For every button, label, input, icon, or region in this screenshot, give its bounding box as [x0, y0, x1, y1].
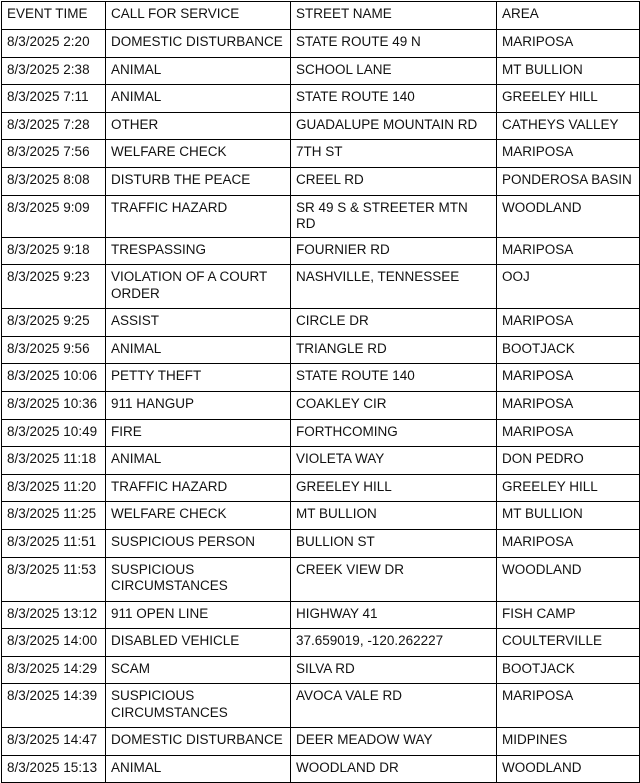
table-row [2, 336, 640, 364]
table-row [2, 30, 640, 58]
cell-event-time: 8/3/2025 7:11 [2, 85, 106, 113]
cell-area: GREELEY HILL [497, 474, 640, 502]
table-row [2, 601, 640, 629]
cell-street-name: STATE ROUTE 49 N [291, 30, 497, 58]
cell-call-for-service: ANIMAL [106, 336, 291, 364]
cell-call-for-service: ANIMAL [106, 57, 291, 85]
cell-call-for-service: DOMESTIC DISTURBANCE [106, 30, 291, 58]
cell-call-for-service: ANIMAL [106, 447, 291, 475]
table-row [2, 391, 640, 419]
table-row [2, 237, 640, 265]
cell-event-time: 8/3/2025 14:39 [2, 684, 106, 728]
cell-area: MARIPOSA [497, 30, 640, 58]
cell-event-time: 8/3/2025 14:47 [2, 728, 106, 756]
cell-event-time: 8/3/2025 11:25 [2, 502, 106, 530]
table-row [2, 85, 640, 113]
table-row [2, 755, 640, 783]
cell-call-for-service: TRAFFIC HAZARD [106, 474, 291, 502]
cell-street-name: CIRCLE DR [291, 309, 497, 337]
cell-call-for-service: SUSPICIOUS PERSON [106, 529, 291, 557]
cell-area: MT BULLION [497, 502, 640, 530]
cell-area: DON PEDRO [497, 447, 640, 475]
header-event-time: EVENT TIME [2, 2, 106, 30]
cell-area: MT BULLION [497, 57, 640, 85]
table-row [2, 57, 640, 85]
cell-event-time: 8/3/2025 2:38 [2, 57, 106, 85]
cell-area: MARIPOSA [497, 140, 640, 168]
cell-area: MARIPOSA [497, 529, 640, 557]
cell-street-name: MT BULLION [291, 502, 497, 530]
cell-event-time: 8/3/2025 14:29 [2, 656, 106, 684]
cell-area: GREELEY HILL [497, 85, 640, 113]
cell-area: BOOTJACK [497, 336, 640, 364]
cell-call-for-service: ANIMAL [106, 85, 291, 113]
table-row [2, 728, 640, 756]
table-body [2, 30, 640, 783]
cell-call-for-service: OTHER [106, 112, 291, 140]
cell-event-time: 8/3/2025 2:20 [2, 30, 106, 58]
header-street-name: STREET NAME [291, 2, 497, 30]
header-area: AREA [497, 2, 640, 30]
cell-area: COULTERVILLE [497, 629, 640, 657]
cell-street-name: BULLION ST [291, 529, 497, 557]
header-row [2, 2, 640, 30]
cell-street-name: GUADALUPE MOUNTAIN RD [291, 112, 497, 140]
cell-event-time: 8/3/2025 7:56 [2, 140, 106, 168]
cell-event-time: 8/3/2025 9:09 [2, 195, 106, 237]
cell-event-time: 8/3/2025 9:23 [2, 265, 106, 309]
table-row [2, 364, 640, 392]
cell-call-for-service: FIRE [106, 419, 291, 447]
cell-call-for-service: SUSPICIOUS CIRCUMSTANCES [106, 557, 291, 601]
cell-street-name: 37.659019, -120.262227 [291, 629, 497, 657]
cell-call-for-service: ANIMAL [106, 755, 291, 783]
table-header [2, 2, 640, 30]
cell-event-time: 8/3/2025 15:13 [2, 755, 106, 783]
cell-area: WOODLAND [497, 557, 640, 601]
cell-area: MARIPOSA [497, 419, 640, 447]
cell-event-time: 8/3/2025 11:20 [2, 474, 106, 502]
header-call-for-service: CALL FOR SERVICE [106, 2, 291, 30]
table-row [2, 529, 640, 557]
cell-street-name: TRIANGLE RD [291, 336, 497, 364]
cell-street-name: STATE ROUTE 140 [291, 85, 497, 113]
table-row [2, 502, 640, 530]
cell-call-for-service: WELFARE CHECK [106, 140, 291, 168]
table-row [2, 140, 640, 168]
cell-event-time: 8/3/2025 11:51 [2, 529, 106, 557]
cell-street-name: CREEK VIEW DR [291, 557, 497, 601]
table-row [2, 309, 640, 337]
cell-event-time: 8/3/2025 13:12 [2, 601, 106, 629]
cell-event-time: 8/3/2025 10:49 [2, 419, 106, 447]
table-row [2, 684, 640, 728]
cell-event-time: 8/3/2025 14:00 [2, 629, 106, 657]
cell-street-name: SCHOOL LANE [291, 57, 497, 85]
cell-street-name: SR 49 S & STREETER MTN RD [291, 195, 497, 237]
cell-call-for-service: TRESPASSING [106, 237, 291, 265]
cell-event-time: 8/3/2025 10:06 [2, 364, 106, 392]
table-row [2, 167, 640, 195]
cell-area: WOODLAND [497, 195, 640, 237]
cell-street-name: STATE ROUTE 140 [291, 364, 497, 392]
cell-area: OOJ [497, 265, 640, 309]
cell-call-for-service: DISABLED VEHICLE [106, 629, 291, 657]
table-row [2, 557, 640, 601]
cell-area: MARIPOSA [497, 364, 640, 392]
cell-street-name: HIGHWAY 41 [291, 601, 497, 629]
cell-area: MARIPOSA [497, 309, 640, 337]
cell-street-name: NASHVILLE, TENNESSEE [291, 265, 497, 309]
cell-call-for-service: 911 OPEN LINE [106, 601, 291, 629]
cell-event-time: 8/3/2025 8:08 [2, 167, 106, 195]
table-row [2, 656, 640, 684]
cell-call-for-service: TRAFFIC HAZARD [106, 195, 291, 237]
cell-street-name: COAKLEY CIR [291, 391, 497, 419]
cell-street-name: FOURNIER RD [291, 237, 497, 265]
cell-event-time: 8/3/2025 11:53 [2, 557, 106, 601]
cell-event-time: 8/3/2025 9:25 [2, 309, 106, 337]
cell-street-name: VIOLETA WAY [291, 447, 497, 475]
cell-event-time: 8/3/2025 9:18 [2, 237, 106, 265]
cell-call-for-service: 911 HANGUP [106, 391, 291, 419]
cell-area: FISH CAMP [497, 601, 640, 629]
table-row [2, 419, 640, 447]
cell-call-for-service: DOMESTIC DISTURBANCE [106, 728, 291, 756]
cell-event-time: 8/3/2025 7:28 [2, 112, 106, 140]
table-row [2, 474, 640, 502]
cell-call-for-service: ASSIST [106, 309, 291, 337]
cell-call-for-service: PETTY THEFT [106, 364, 291, 392]
table-row [2, 112, 640, 140]
cell-call-for-service: SCAM [106, 656, 291, 684]
cell-event-time: 8/3/2025 11:18 [2, 447, 106, 475]
table-row [2, 629, 640, 657]
cell-call-for-service: VIOLATION OF A COURT ORDER [106, 265, 291, 309]
cell-event-time: 8/3/2025 9:56 [2, 336, 106, 364]
cell-event-time: 8/3/2025 10:36 [2, 391, 106, 419]
table-row [2, 447, 640, 475]
cell-street-name: GREELEY HILL [291, 474, 497, 502]
cell-area: MARIPOSA [497, 237, 640, 265]
cell-street-name: 7TH ST [291, 140, 497, 168]
cell-street-name: AVOCA VALE RD [291, 684, 497, 728]
cell-area: WOODLAND [497, 755, 640, 783]
cell-call-for-service: DISTURB THE PEACE [106, 167, 291, 195]
cell-area: MARIPOSA [497, 391, 640, 419]
table-row [2, 265, 640, 309]
cell-area: MIDPINES [497, 728, 640, 756]
cell-street-name: SILVA RD [291, 656, 497, 684]
cell-area: CATHEYS VALLEY [497, 112, 640, 140]
call-log-table [1, 1, 640, 783]
table-row [2, 195, 640, 237]
cell-area: BOOTJACK [497, 656, 640, 684]
cell-call-for-service: WELFARE CHECK [106, 502, 291, 530]
cell-street-name: WOODLAND DR [291, 755, 497, 783]
cell-area: PONDEROSA BASIN [497, 167, 640, 195]
cell-street-name: DEER MEADOW WAY [291, 728, 497, 756]
cell-area: MARIPOSA [497, 684, 640, 728]
cell-street-name: CREEL RD [291, 167, 497, 195]
cell-street-name: FORTHCOMING [291, 419, 497, 447]
cell-call-for-service: SUSPICIOUS CIRCUMSTANCES [106, 684, 291, 728]
